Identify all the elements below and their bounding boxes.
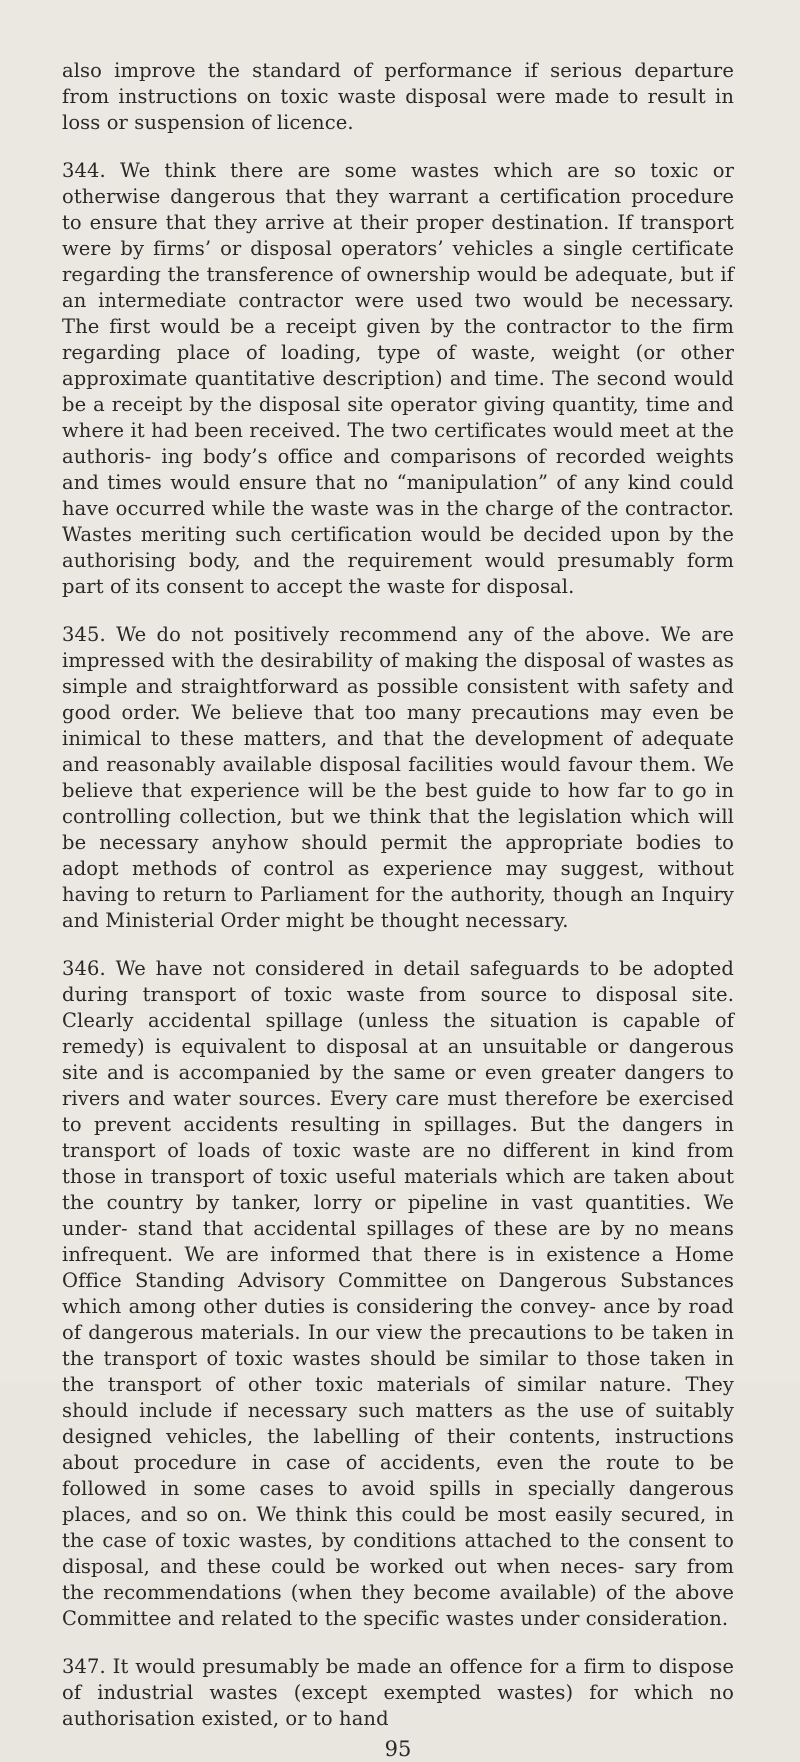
paragraph-347: 347. It would presumably be made an offence for a firm to dispose of industrial wastes (except exempted wastes) for which no authorisation existed, or to hand [62, 1655, 734, 1730]
paragraph-continuation: also improve the standard of performance if serious departure from instructions on toxic waste disposal were made to result in loss or suspension of licence. [62, 59, 734, 134]
page-number: 95 [384, 1737, 412, 1761]
paragraph-345: 345. We do not positively recommend any of the above. We are impressed with the desirability of making the disposal of wastes as simple and straightforward as possible consistent with safety and good order. We believe that too many precautions may even be inimical to these matters, and that the development of adequate and reasonably available disposal facilities would favour them. We believe that experience will be the best guide to how far to go in controlling collection, but we think that the legislation which will be necessary anyhow should permit the appropriate bodies to adopt methods of control as experience may suggest, without having to return to Parliament for the authority, though an Inquiry and Ministerial Order might be thought necessary. [62, 623, 734, 932]
paragraph-346: 346. We have not considered in detail safeguards to be adopted during transport of toxic waste from source to disposal site. Clearly accidental spillage (unless the situation is capable of remedy) is equivalent to disposal at an unsuitable or dangerous site and is accompanied by the same or even greater dangers to rivers and water sources. Every care must therefore be exercised to prevent accidents resulting in spillages. But the dangers in transport of loads of toxic waste are no different in kind from those in transport of toxic useful materials which are taken about the country by tanker, lorry or pipeline in vast quantities. We under- stand that accidental spillages of these are by no means infrequent. We are informed that there is in existence a Home Office Standing Advisory Committee on Dangerous Substances which among other duties is considering the convey- ance by road of dangerous materials. In our view the precautions to be taken in the transport of toxic wastes should be similar to those taken in the transport of other toxic materials of similar nature. They should include if necessary such matters as the use of suitably designed vehicles, the labelling of their contents, instructions about procedure in case of accidents, even the route to be followed in some cases to avoid spills in specially dangerous places, and so on. We think this could be most easily secured, in the case of toxic wastes, by conditions attached to the consent to disposal, and these could be worked out when neces- sary from the recommendations (when they become available) of the above Committee and related to the specific wastes under consideration. [62, 957, 734, 1630]
paragraph-344: 344. We think there are some wastes which are so toxic or otherwise dangerous that they warrant a certification procedure to ensure that they arrive at their proper destination. If transport were by firms’ or disposal operators’ vehicles a single certificate regarding the transference of ownership would be adequate, but if an intermediate contractor were used two would be necessary. The first would be a receipt given by the contractor to the firm regarding place of loading, type of waste, weight (or other approximate quantitative description) and time. The second would be a receipt by the disposal site operator giving quantity, time and where it had been received. The two certificates would meet at the authoris- ing body’s office and comparisons of recorded weights and times would ensure that no “manipulation” of any kind could have occurred while the waste was in the charge of the contractor. Wastes meriting such certification would be decided upon by the authorising body, and the requirement would presumably form part of its consent to accept the waste for disposal. [62, 159, 734, 598]
